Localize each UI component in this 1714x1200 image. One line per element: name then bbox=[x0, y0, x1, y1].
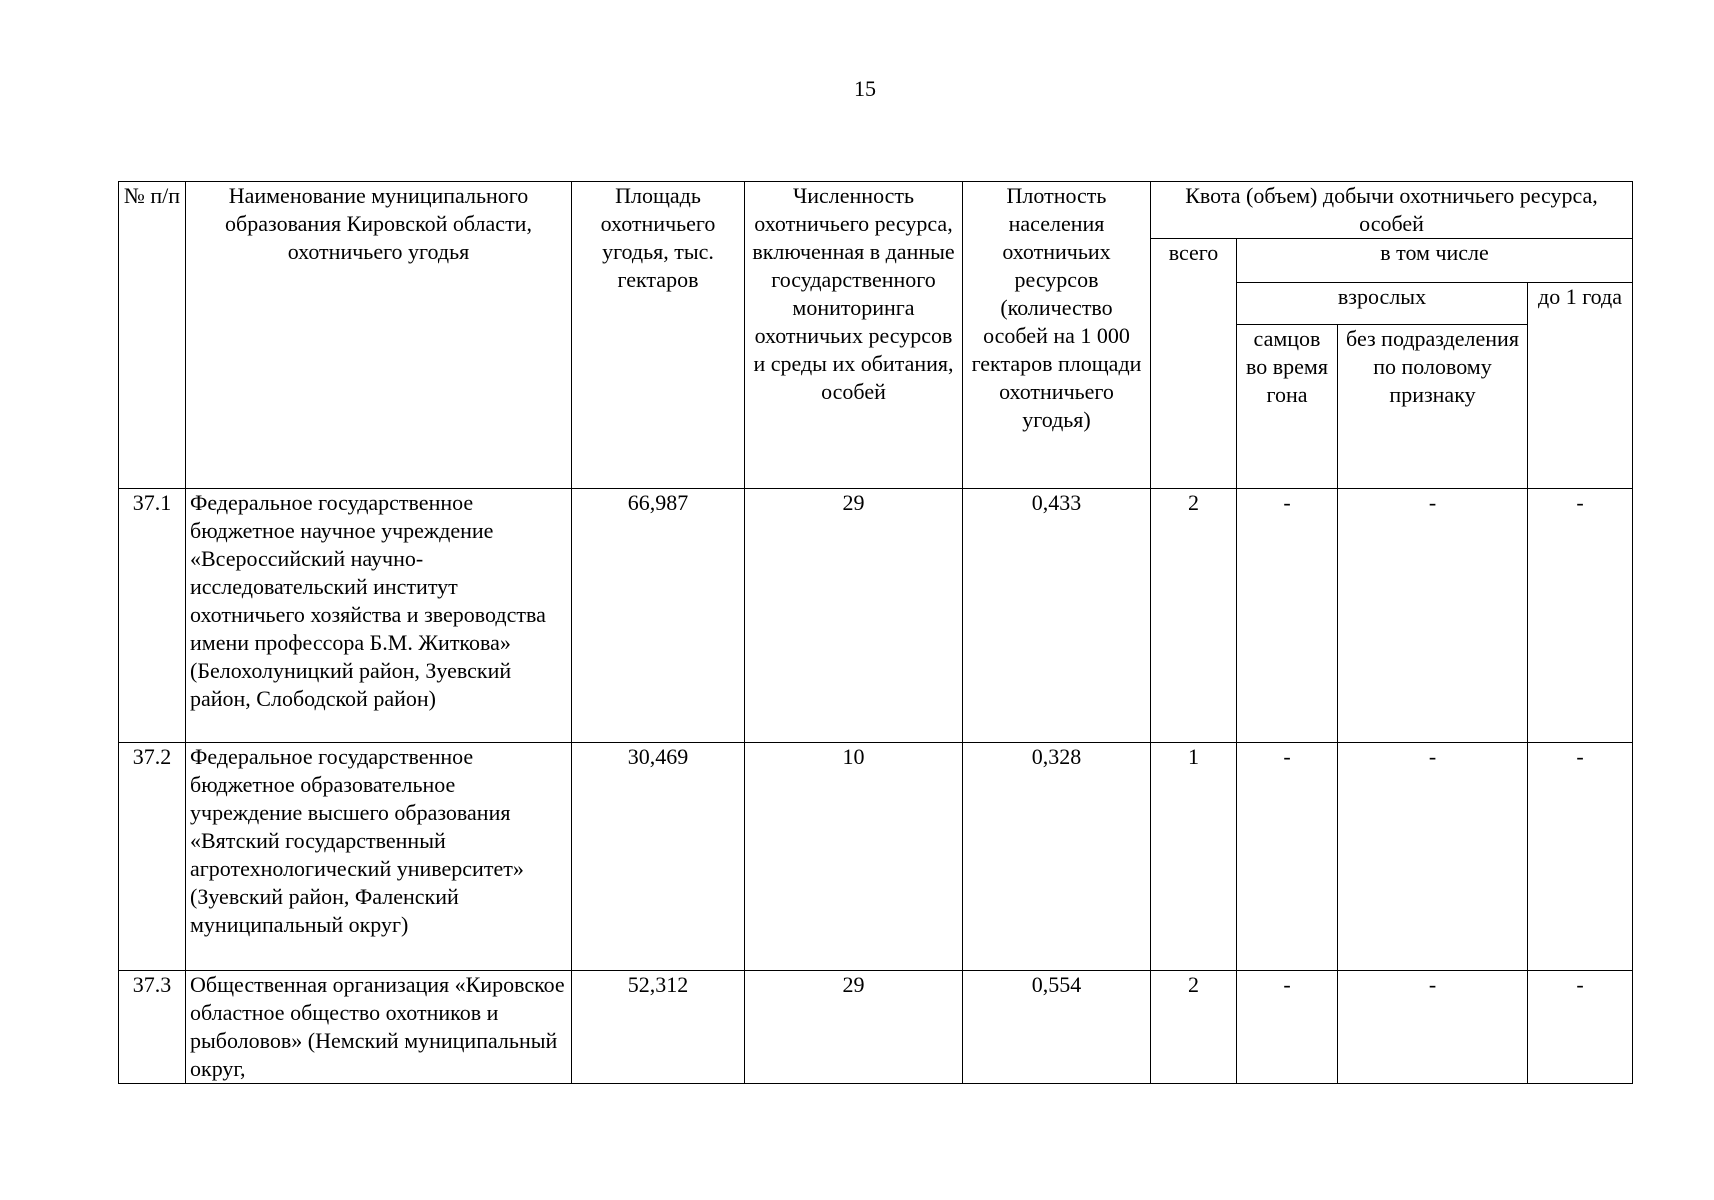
row-total: 2 bbox=[1151, 971, 1237, 1084]
row-under-one: - bbox=[1528, 743, 1633, 971]
row-no-sex-division: - bbox=[1338, 743, 1528, 971]
row-name: Федеральное государственное бюджетное образовательное учреждение высшего образования «Вятский государственный агротехнологический университет» (Зуевский район, Фаленский муниципальный округ) bbox=[186, 743, 572, 971]
row-under-one: - bbox=[1528, 971, 1633, 1084]
row-population: 10 bbox=[745, 743, 963, 971]
header-under-one: до 1 года bbox=[1528, 283, 1633, 489]
header-adults: взрослых bbox=[1237, 283, 1528, 325]
row-no-sex-division: - bbox=[1338, 971, 1528, 1084]
row-num: 37.3 bbox=[119, 971, 186, 1084]
row-total: 1 bbox=[1151, 743, 1237, 971]
header-total: всего bbox=[1151, 239, 1237, 489]
page-number: 15 bbox=[854, 76, 876, 101]
header-population: Численность охотничьего ресурса, включенная в данные государственного мониторинга охотничьих ресурсов и среды их обитания, особей bbox=[745, 182, 963, 489]
quota-table bbox=[118, 181, 1633, 1084]
row-population: 29 bbox=[745, 489, 963, 743]
row-num: 37.1 bbox=[119, 489, 186, 743]
row-density: 0,433 bbox=[963, 489, 1151, 743]
row-males-rut: - bbox=[1237, 971, 1338, 1084]
row-area: 66,987 bbox=[572, 489, 745, 743]
row-no-sex-division: - bbox=[1338, 489, 1528, 743]
header-including: в том числе bbox=[1237, 239, 1633, 283]
header-area: Площадь охотничьего угодья, тыс. гектаров bbox=[572, 182, 745, 489]
row-under-one: - bbox=[1528, 489, 1633, 743]
header-name: Наименование муниципального образования Кировской области, охотничьего угодья bbox=[186, 182, 572, 489]
header-num: № п/п bbox=[119, 182, 186, 489]
header-density: Плотность населения охотничьих ресурсов (количество особей на 1 000 гектаров площади охотничьего угодья) bbox=[963, 182, 1151, 489]
row-density: 0,328 bbox=[963, 743, 1151, 971]
row-density: 0,554 bbox=[963, 971, 1151, 1084]
row-total: 2 bbox=[1151, 489, 1237, 743]
table-row bbox=[119, 971, 1633, 1084]
header-no-sex-division: без подразделения по половому признаку bbox=[1338, 325, 1528, 489]
row-males-rut: - bbox=[1237, 743, 1338, 971]
table-row bbox=[119, 743, 1633, 971]
table-row bbox=[119, 489, 1633, 743]
row-males-rut: - bbox=[1237, 489, 1338, 743]
row-name: Общественная организация «Кировское областное общество охотников и рыболовов» (Немский муниципальный округ, bbox=[186, 971, 572, 1084]
header-males-rut: самцов во время гона bbox=[1237, 325, 1338, 489]
row-num: 37.2 bbox=[119, 743, 186, 971]
row-population: 29 bbox=[745, 971, 963, 1084]
header-quota: Квота (объем) добычи охотничьего ресурса, особей bbox=[1151, 182, 1633, 239]
row-area: 30,469 bbox=[572, 743, 745, 971]
row-area: 52,312 bbox=[572, 971, 745, 1084]
row-name: Федеральное государственное бюджетное научное учреждение «Всероссийский научно-исследовательский институт охотничьего хозяйства и звероводства имени профессора Б.М. Житкова» (Белохолуницкий район, Зуевский район, Слободской район) bbox=[186, 489, 572, 743]
